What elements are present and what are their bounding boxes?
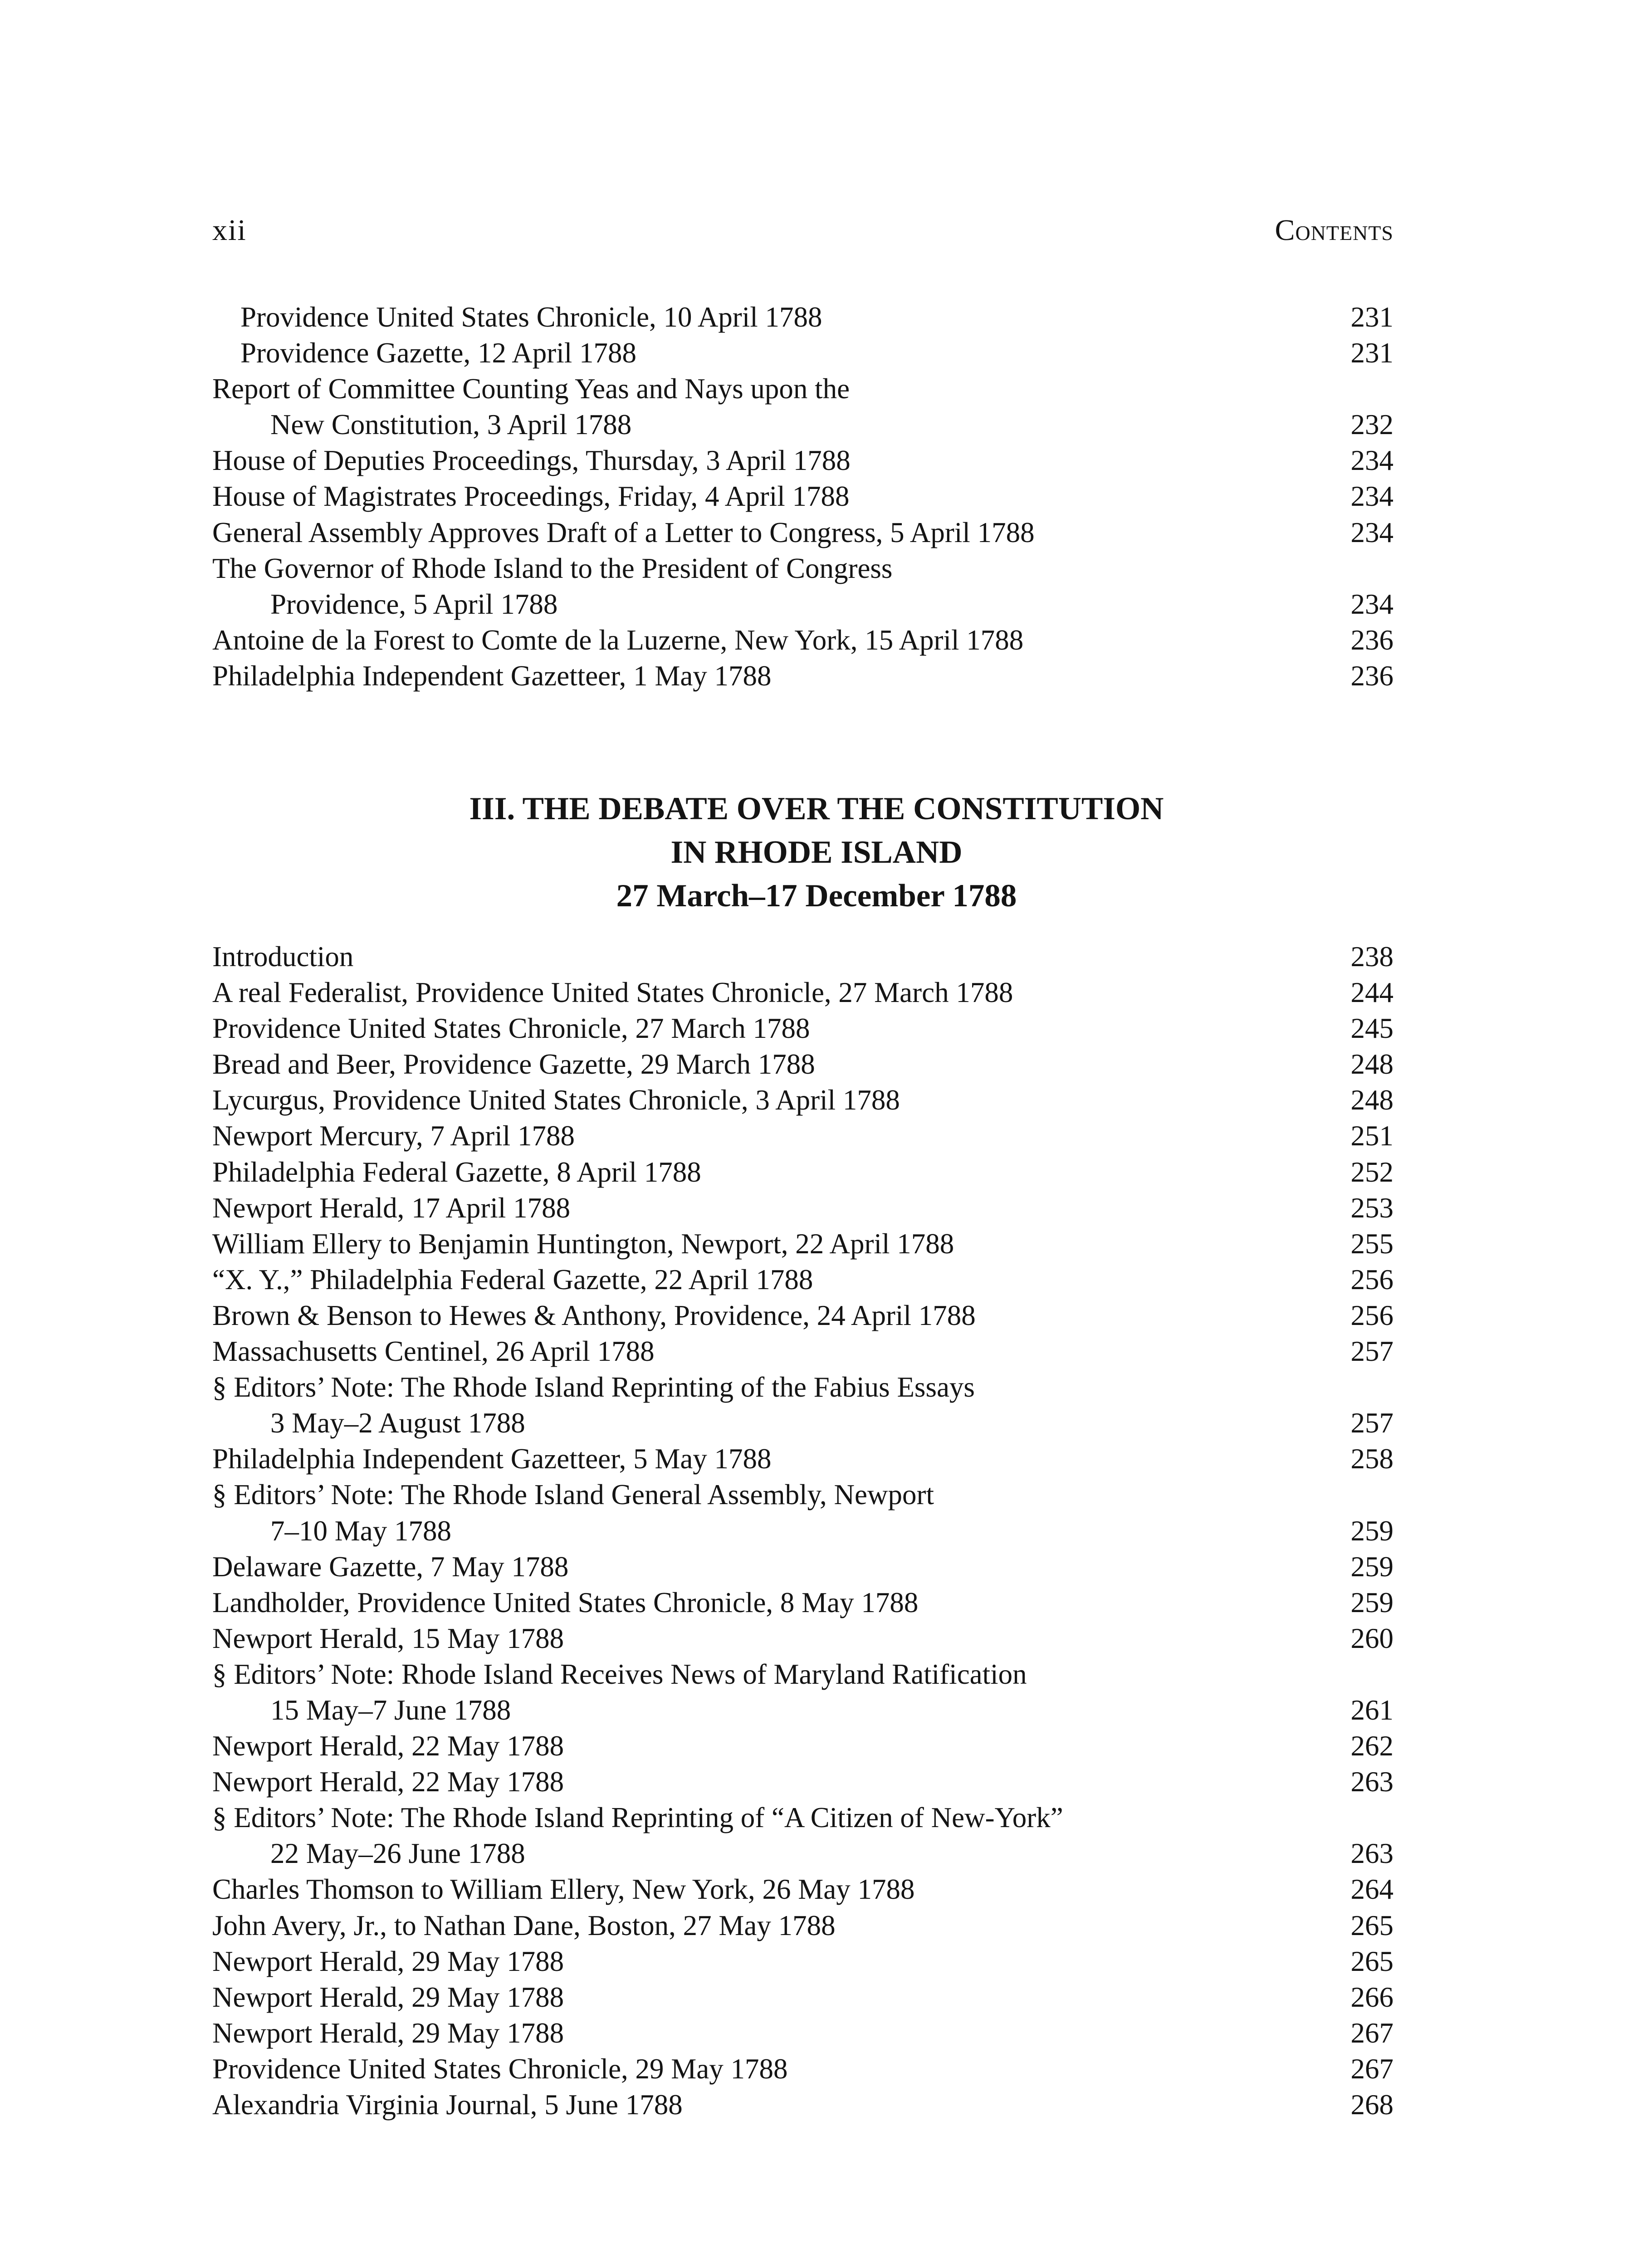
toc-entry-title-line: The Governor of Rhode Island to the President of Congress: [212, 552, 893, 584]
toc-entry: [212, 1621, 1393, 1657]
toc-entry-title-line: William Ellery to Benjamin Huntington, Newport, 22 April 1788: [212, 1227, 954, 1260]
toc-entry: [212, 1046, 1393, 1082]
toc-entry-page-number: 268: [1350, 2089, 1393, 2121]
toc-entry-title: [212, 1334, 655, 1369]
toc-entry: [212, 1298, 1393, 1334]
toc-entry: [212, 1082, 1393, 1118]
toc-entry-title-line: Bread and Beer, Providence Gazette, 29 March 1788: [212, 1048, 815, 1080]
toc-entry-title-continuation: 22 May–26 June 1788: [270, 1838, 525, 1870]
toc-entry-title-line: Newport Herald, 29 May 1788: [212, 1981, 564, 2013]
toc-entry-title: [212, 1728, 564, 1764]
toc-entry-title-line: “X. Y.,” Philadelphia Federal Gazette, 22 April 1788: [212, 1263, 813, 1295]
toc-entry: [212, 1800, 1393, 1872]
toc-entry-title: [212, 1980, 564, 2015]
toc-entry-title-line: Newport Herald, 17 April 1788: [212, 1192, 571, 1224]
toc-entry-title-continuation: Providence, 5 April 1788: [270, 588, 558, 620]
toc-entry: [212, 2051, 1393, 2087]
toc-entry: [212, 1190, 1393, 1226]
toc-entry-title-line: Charles Thomson to William Ellery, New York, 26 May 1788: [212, 1873, 915, 1906]
toc-entry-title-line: Massachusetts Centinel, 26 April 1788: [212, 1335, 655, 1368]
toc-entry-title-line: § Editors’ Note: The Rhode Island General Assembly, Newport: [212, 1479, 934, 1511]
toc-entry-title: [212, 1621, 564, 1657]
toc-entry: [212, 658, 1393, 694]
toc-entry: [212, 1334, 1393, 1369]
toc-entry-title-line: Antoine de la Forest to Comte de la Luzerne, New York, 15 April 1788: [212, 624, 1024, 656]
toc-entry-title: [212, 1298, 976, 1334]
toc-entry-title-line: Philadelphia Independent Gazetteer, 1 May 1788: [212, 660, 772, 692]
toc-entry-title: [240, 335, 636, 371]
toc-entry-title-line: House of Deputies Proceedings, Thursday, 3 April 1788: [212, 445, 851, 477]
toc-entry-page-number: 234: [1350, 445, 1393, 477]
toc-entry-page-number: 238: [1350, 941, 1393, 973]
toc-entry: [212, 1369, 1393, 1441]
toc-entry-title: [212, 1118, 575, 1154]
toc-entry-title-line: A real Federalist, Providence United States Chronicle, 27 March 1788: [212, 977, 1013, 1009]
toc-entry-page-number: 251: [1350, 1120, 1393, 1152]
toc-entry-title: [212, 1154, 701, 1190]
section-heading-dates: 27 March–17 December 1788: [616, 878, 1017, 914]
toc-entry-title-continuation: 7–10 May 1788: [270, 1515, 451, 1547]
toc-entry-page-number: 267: [1350, 2053, 1393, 2085]
toc-entry-title: [212, 1082, 900, 1118]
toc-entry: [212, 371, 1393, 443]
toc-entry: [212, 939, 1393, 975]
toc-entry-page-number: 253: [1350, 1192, 1393, 1224]
toc-entry: [212, 479, 1393, 514]
toc-entry-page-number: 236: [1350, 624, 1393, 656]
toc-entry-title-line: Newport Herald, 29 May 1788: [212, 1945, 564, 1977]
toc-entry: [212, 622, 1393, 658]
toc-entry-title-line: Providence United States Chronicle, 29 May 1788: [212, 2053, 788, 2085]
toc-entry-page-number: 265: [1350, 1945, 1393, 1977]
toc-entry-title-continuation: 15 May–7 June 1788: [270, 1694, 511, 1726]
toc-section-list: [212, 939, 1393, 2123]
toc-entry-title-line: § Editors’ Note: Rhode Island Receives News of Maryland Ratification: [212, 1658, 1027, 1690]
toc-entry-page-number: 261: [1350, 1694, 1393, 1726]
toc-entry-title-line: Newport Herald, 22 May 1788: [212, 1766, 564, 1798]
toc-entry-title-line: Newport Herald, 22 May 1788: [212, 1730, 564, 1762]
toc-entry: [212, 1585, 1393, 1621]
section-heading-line-2: IN RHODE ISLAND: [670, 835, 963, 870]
toc-entry-page-number: 267: [1350, 2017, 1393, 2049]
toc-entry-title-line: Providence United States Chronicle, 27 March 1788: [212, 1012, 810, 1045]
toc-entry: [212, 443, 1393, 479]
toc-entry-title-line: Introduction: [212, 941, 354, 973]
toc-entry-title-line: Newport Herald, 29 May 1788: [212, 2017, 564, 2049]
toc-entry-title: [212, 443, 851, 479]
page-folio: xii: [212, 214, 247, 247]
toc-continued-list: [212, 299, 1393, 694]
toc-entry: [212, 1872, 1393, 1907]
toc-entry-page-number: 255: [1350, 1227, 1393, 1260]
toc-entry: [212, 1728, 1393, 1764]
toc-entry-page-number: 256: [1350, 1299, 1393, 1331]
toc-entry-title-line: § Editors’ Note: The Rhode Island Reprinting of the Fabius Essays: [212, 1371, 975, 1403]
toc-entry-title-line: Providence Gazette, 12 April 1788: [240, 337, 637, 369]
toc-entry-title-line: Landholder, Providence United States Chronicle, 8 May 1788: [212, 1586, 919, 1618]
toc-entry-page-number: 258: [1350, 1443, 1393, 1475]
toc-entry-page-number: 257: [1350, 1335, 1393, 1368]
toc-entry-title: [212, 1585, 918, 1621]
toc-entry-title-line: Philadelphia Federal Gazette, 8 April 1788: [212, 1156, 701, 1188]
toc-entry-title: [212, 2087, 683, 2123]
toc-entry: [212, 1764, 1393, 1800]
toc-entry-page-number: 256: [1350, 1263, 1393, 1295]
toc-entry-page-number: 244: [1350, 977, 1393, 1009]
toc-entry: [212, 2087, 1393, 2123]
toc-entry-title-line: Lycurgus, Providence United States Chronicle, 3 April 1788: [212, 1084, 900, 1116]
toc-entry-title-line: Providence United States Chronicle, 10 April 1788: [240, 301, 822, 333]
toc-entry-title-line: Brown & Benson to Hewes & Anthony, Providence, 24 April 1788: [212, 1299, 976, 1331]
toc-entry-title-line: Alexandria Virginia Journal, 5 June 1788: [212, 2089, 683, 2121]
toc-entry: [212, 1262, 1393, 1298]
toc-entry-title: [212, 551, 892, 622]
toc-entry-title-line: Philadelphia Independent Gazetteer, 5 May 1788: [212, 1443, 772, 1475]
toc-entry: [212, 1944, 1393, 1980]
toc-entry-title-line: House of Magistrates Proceedings, Friday, 4 April 1788: [212, 480, 850, 513]
toc-entry-page-number: 252: [1350, 1156, 1393, 1188]
toc-entry-title: [212, 1369, 975, 1441]
toc-entry-page-number: 231: [1350, 337, 1393, 369]
toc-entry-title: [212, 1226, 954, 1262]
toc-entry: [212, 975, 1393, 1011]
toc-entry-title: [212, 1908, 836, 1944]
running-title: Contents: [1275, 214, 1393, 247]
toc-entry-title: [212, 1262, 813, 1298]
toc-entry: [212, 1980, 1393, 2015]
toc-entry: [212, 1908, 1393, 1944]
toc-entry: [212, 1549, 1393, 1585]
toc-entry-title: [212, 1764, 564, 1800]
toc-entry-title: [212, 1441, 772, 1477]
toc-entry-page-number: 260: [1350, 1622, 1393, 1654]
section-heading-line-1: III. THE DEBATE OVER THE CONSTITUTION: [469, 791, 1164, 826]
toc-entry: [212, 551, 1393, 622]
toc-entry: [212, 2015, 1393, 2051]
toc-entry: [212, 1657, 1393, 1728]
toc-entry-page-number: 263: [1350, 1838, 1393, 1870]
toc-entry-page-number: 263: [1350, 1766, 1393, 1798]
toc-entry-title: [212, 371, 850, 443]
toc-entry-page-number: 234: [1350, 516, 1393, 548]
toc-entry-title-line: Newport Herald, 15 May 1788: [212, 1622, 564, 1654]
toc-entry-title: [212, 622, 1023, 658]
toc-entry-title: [212, 1657, 1027, 1728]
toc-entry-title: [212, 2051, 788, 2087]
toc-entry-page-number: 248: [1350, 1084, 1393, 1116]
toc-entry-page-number: 231: [1350, 301, 1393, 333]
toc-entry-title: [212, 2015, 564, 2051]
toc-entry-title: [212, 515, 1035, 551]
toc-entry-page-number: 245: [1350, 1012, 1393, 1045]
section-heading: [0, 787, 1633, 918]
toc-entry-page-number: 257: [1350, 1407, 1393, 1439]
running-head: [212, 213, 1393, 263]
toc-entry-page-number: 262: [1350, 1730, 1393, 1762]
toc-entry-title: [212, 1872, 914, 1907]
toc-entry: [212, 515, 1393, 551]
toc-entry: [212, 1477, 1393, 1549]
toc-entry-page-number: 234: [1350, 480, 1393, 513]
toc-entry: [212, 1226, 1393, 1262]
toc-entry-title-line: Newport Mercury, 7 April 1788: [212, 1120, 575, 1152]
toc-entry-page-number: 232: [1350, 409, 1393, 441]
toc-entry-title: [240, 299, 822, 335]
toc-entry-title-continuation: New Constitution, 3 April 1788: [270, 409, 632, 441]
toc-entry-title-line: Delaware Gazette, 7 May 1788: [212, 1550, 569, 1583]
toc-entry: [212, 1441, 1393, 1477]
toc-entry: [212, 1011, 1393, 1046]
toc-entry: [212, 299, 1393, 335]
toc-entry-title: [212, 939, 353, 975]
toc-entry: [212, 335, 1393, 371]
toc-entry: [212, 1118, 1393, 1154]
toc-entry-title: [212, 1944, 564, 1980]
toc-entry-page-number: 248: [1350, 1048, 1393, 1080]
toc-entry-title: [212, 479, 849, 514]
toc-entry-title: [212, 1046, 815, 1082]
toc-entry-title-line: § Editors’ Note: The Rhode Island Reprinting of “A Citizen of New-York”: [212, 1802, 1063, 1834]
toc-entry-page-number: 266: [1350, 1981, 1393, 2013]
toc-entry-page-number: 236: [1350, 660, 1393, 692]
toc-entry-title: [212, 1011, 810, 1046]
toc-entry-page-number: 259: [1350, 1515, 1393, 1547]
toc-entry-page-number: 234: [1350, 588, 1393, 620]
toc-entry-page-number: 264: [1350, 1873, 1393, 1906]
toc-entry: [212, 1154, 1393, 1190]
toc-entry-title-line: General Assembly Approves Draft of a Letter to Congress, 5 April 1788: [212, 516, 1035, 548]
toc-entry-title: [212, 1477, 934, 1549]
toc-entry-title: [212, 1190, 570, 1226]
toc-entry-title-line: John Avery, Jr., to Nathan Dane, Boston, 27 May 1788: [212, 1909, 836, 1941]
toc-entry-title: [212, 1549, 568, 1585]
toc-entry-title: [212, 658, 772, 694]
toc-entry-page-number: 259: [1350, 1550, 1393, 1583]
toc-entry-title-continuation: 3 May–2 August 1788: [270, 1407, 525, 1439]
toc-entry-title: [212, 1800, 1063, 1872]
toc-entry-title-line: Report of Committee Counting Yeas and Nays upon the: [212, 373, 850, 405]
toc-entry-title: [212, 975, 1013, 1011]
toc-entry-page-number: 265: [1350, 1909, 1393, 1941]
toc-entry-page-number: 259: [1350, 1586, 1393, 1618]
